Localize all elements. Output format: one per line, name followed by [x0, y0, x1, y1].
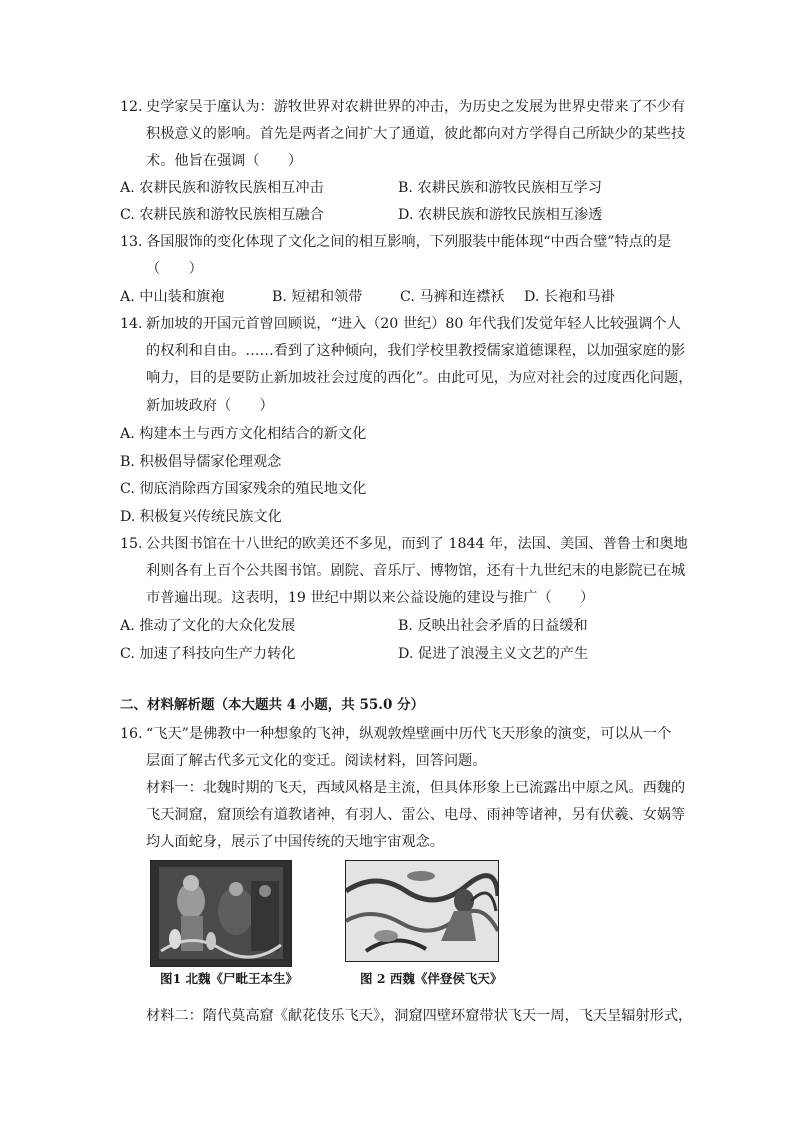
q14-option-a: A. 构建本土与西方文化相结合的新文化	[120, 426, 367, 442]
q14-line-2: 的权利和自由。……看到了这种倾向，我们学校里教授儒家道德课程，以加强家庭的影	[146, 343, 686, 359]
q13-option-d: D. 长袍和马褂	[524, 289, 615, 305]
section-heading: 二、材料解析题（本大题共 4 小题，共 55.0 分）	[120, 697, 425, 713]
q13-line-2: （ ）	[146, 261, 203, 277]
figure-1-caption: 图1 北魏《尸毗王本生》	[160, 971, 299, 986]
q12-line-3: 术。他旨在强调（ ）	[146, 153, 303, 169]
q12-option-d: D. 农耕民族和游牧民族相互渗透	[398, 207, 603, 223]
q14-option-d: D. 积极复兴传统民族文化	[120, 509, 282, 525]
q12-option-c: C. 农耕民族和游牧民族相互融合	[120, 207, 324, 223]
q16-number: 16.	[120, 726, 143, 742]
q14-option-b: B. 积极倡导儒家伦理观念	[120, 454, 282, 470]
q13-line-1: 各国服饰的变化体现了文化之间的相互影响，下列服装中能体现“中西合璧”特点的是	[146, 234, 672, 250]
q16-line-2: 层面了解古代多元文化的变迁。阅读材料，回答问题。	[146, 753, 487, 769]
q12-line-2: 积极意义的影响。首先是两者之间扩大了通道，彼此都向对方学得自己所缺少的某些技	[146, 126, 686, 142]
q15-option-d: D. 促进了浪漫主义文艺的产生	[398, 646, 589, 662]
q15-option-c: C. 加速了科技向生产力转化	[120, 646, 296, 662]
q16-line-1: “飞天”是佛教中一种想象的飞神，纵观敦煌壁画中历代飞天形象的演变，可以从一个	[146, 726, 672, 742]
figure-1-mural	[151, 861, 291, 966]
q15-line-2: 利则各有上百个公共图书馆。剧院、音乐厅、博物馆，还有十九世纪末的电影院已在城	[146, 563, 686, 579]
q14-line-4: 新加坡政府（ ）	[146, 398, 274, 414]
q14-line-3: 响力，目的是要防止新加坡社会过度的西化”。由此可见，为应对社会的过度西化问题，	[146, 370, 693, 386]
q13-option-c: C. 马裤和连襟袄	[400, 289, 505, 305]
q15-number: 15.	[120, 536, 143, 552]
q14-line-1: 新加坡的开国元首曾回顾说，“进入（20 世纪）80 年代我们发觉年轻人比较强调个人	[146, 316, 681, 332]
q14-option-c: C. 彻底消除西方国家残余的殖民地文化	[120, 481, 367, 497]
q16-material2-line-1: 材料二：隋代莫高窟《献花伎乐飞天》，洞窟四壁环窟带状飞天一周，飞天呈辐射形式，	[146, 1008, 693, 1024]
q15-option-a: A. 推动了文化的大众化发展	[120, 618, 296, 634]
q12-number: 12.	[120, 99, 143, 115]
q13-number: 13.	[120, 234, 143, 250]
q15-option-b: B. 反映出社会矛盾的日益缓和	[398, 618, 588, 634]
figure-2-image	[345, 860, 499, 962]
q13-option-a: A. 中山装和旗袍	[120, 289, 225, 305]
q15-line-3: 市普遍出现。这表明，19 世纪中期以来公益设施的建设与推广（ ）	[146, 590, 595, 606]
q14-number: 14.	[120, 316, 143, 332]
q12-line-1: 史学家吴于廑认为：游牧世界对农耕世界的冲击，为历史之发展为世界史带来了不少有	[146, 99, 686, 115]
q13-option-b: B. 短裙和领带	[272, 289, 363, 305]
figure-2-mural	[346, 861, 498, 961]
q16-material1-line-2: 飞天洞窟，窟顶绘有道教诸神，有羽人、雷公、电母、雨神等诸神，另有伏羲、女娲等	[146, 807, 686, 823]
q12-option-b: B. 农耕民族和游牧民族相互学习	[398, 180, 602, 196]
q15-line-1: 公共图书馆在十八世纪的欧美还不多见，而到了 1844 年，法国、美国、普鲁士和奥地	[146, 536, 688, 552]
q16-material1-line-1: 材料一：北魏时期的飞天，西域风格是主流，但具体形象上已流露出中原之风。西魏的	[146, 780, 686, 796]
figure-1-image	[150, 860, 292, 967]
figure-2-caption: 图 2 西魏《伴登侯飞天》	[360, 971, 503, 986]
q12-option-a: A. 农耕民族和游牧民族相互冲击	[120, 180, 324, 196]
q16-material1-line-3: 均人面蛇身，展示了中国传统的天地宇宙观念。	[146, 834, 444, 850]
